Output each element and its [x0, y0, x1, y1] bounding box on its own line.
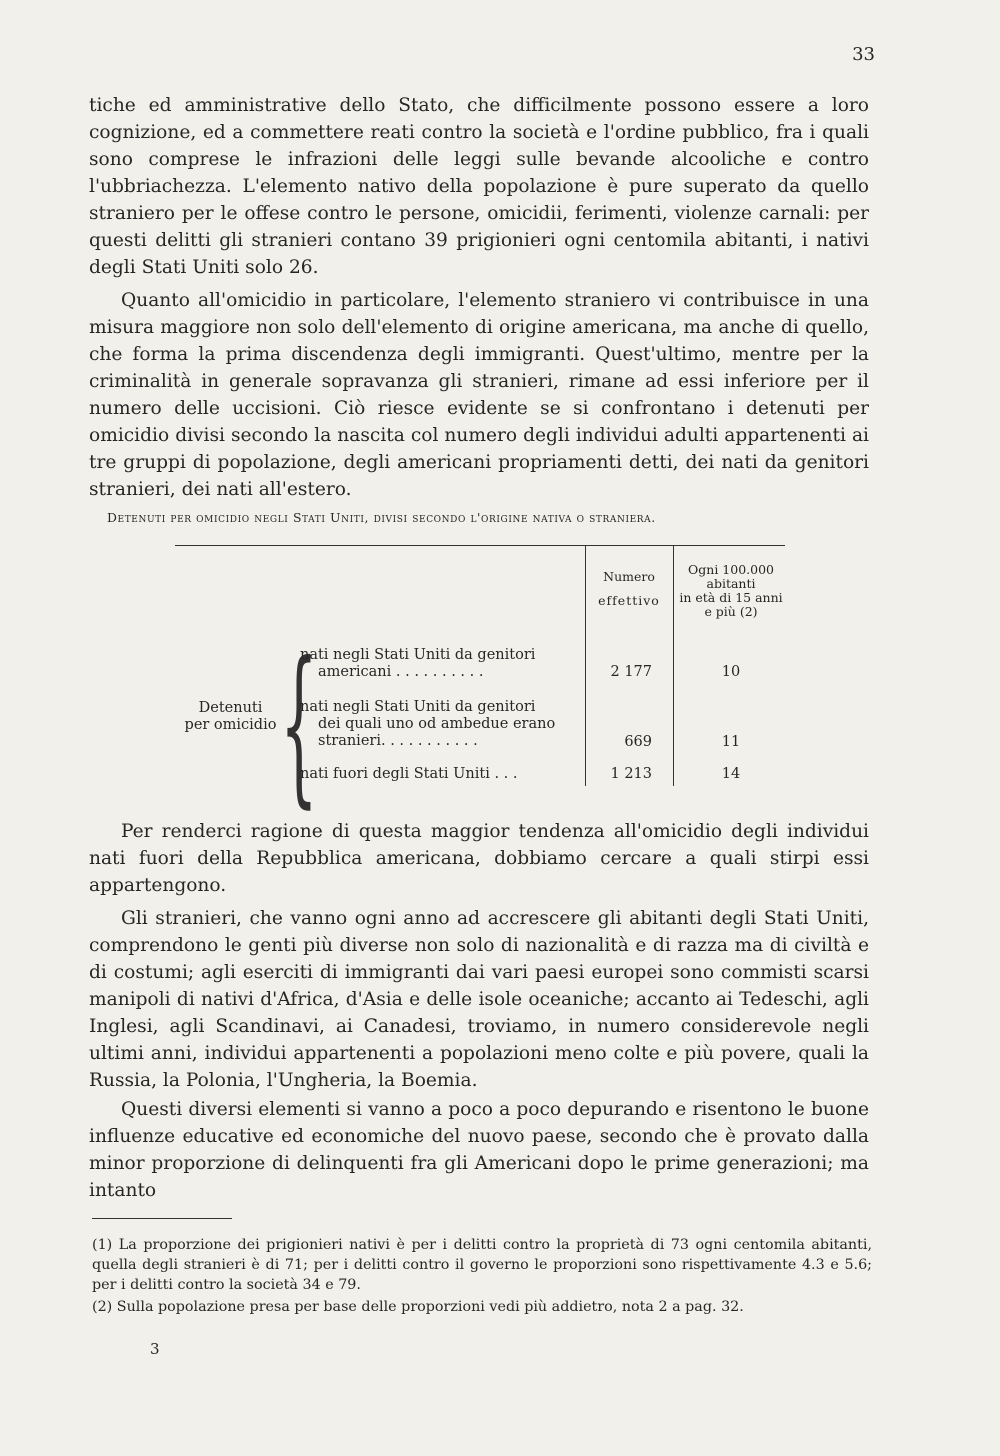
row-2-numero: 669 [624, 734, 652, 750]
row-3-label: nati fuori degli Stati Uniti . . . [300, 766, 518, 782]
column-divider-1 [585, 546, 586, 786]
paragraph-4: Gli stranieri, che vanno ogni anno ad accrescere gli abitanti degli Stati Uniti, comprendono le genti più diverse non solo di nazionalità e di razza ma di civiltà e di costumi; agli eserciti di immigranti dai vari paesi europei sono commisti scarsi manipoli di nativi d'Africa, d'Asia e delle isole oceaniche; accanto ai Tedeschi, agli Inglesi, agli Scandinavi, ai Canadesi, troviamo, in numero considerevole negli ultimi anni, individui appartenenti a popolazioni meno colte e più povere, quali la Russia, la Polonia, l'Ungheria, la Boemia. [89, 908, 869, 1091]
row-2-label: nati negli Stati Uniti da genitori dei quali uno od ambedue erano stranieri. . . . . . . . . . . [300, 699, 556, 749]
row-3-numero: 1 213 [610, 766, 652, 782]
paragraph-1: tiche ed amministrative dello Stato, che difficilmente possono essere a loro cognizione, ed a commettere reati contro la società e l'ordine pubblico, fra i quali sono comprese le infrazioni delle leggi sulle bevande alcooliche e contro l'ubbriachezza. L'elemento nativo della popolazione è pure superato da quello straniero per le offese contro le persone, omicidii, ferimenti, violenze carnali: per questi delitti gli stranieri contano 39 prigionieri ogni centomila abitanti, i nativi degli Stati Uniti solo 26. [89, 95, 869, 278]
signature-mark: 3 [150, 1340, 160, 1358]
group-brace: { [280, 626, 318, 824]
page-number: 33 [852, 44, 875, 65]
header-ogni: Ogni 100.000 abitanti in età di 15 anni e più (2) [679, 562, 783, 619]
row-3-ogni: 14 [721, 766, 741, 782]
column-divider-2 [673, 546, 674, 786]
row-1-numero: 2 177 [610, 664, 652, 680]
row-1-ogni: 10 [721, 664, 741, 680]
row-2-ogni: 11 [721, 734, 741, 750]
header-numero: Numero effettivo [598, 569, 660, 608]
paragraph-3: Per renderci ragione di questa maggior tendenza all'omicidio degli individui nati fuori della Repubblica americana, dobbiamo cercare a quali stirpi essi appartengono. [89, 821, 869, 896]
footnote-1: (1) La proporzione dei prigionieri nativi è per i delitti contro la proprietà di 73 ogni centomila abitanti, quella degli stranieri è di 71; per i delitti contro il governo le proporzioni sono rispettivamente 4.3 e 5.6; per i delitti contro la società 34 e 79. [92, 1237, 872, 1293]
paragraph-5: Questi diversi elementi si vanno a poco a poco depurando e risentono le buone influenze educative ed economiche del nuovo paese, secondo che è provato dalla minor proporzione di delinquenti fra gli Americani dopo le prime generazioni; ma intanto [89, 1099, 869, 1201]
footnote-2: (2) Sulla popolazione presa per base delle proporzioni vedi più addietro, nota 2 a pag. 32. [92, 1299, 744, 1315]
table-top-rule [175, 545, 785, 546]
table-title: Detenuti per omicidio negli Stati Uniti, divisi secondo l'origine nativa o straniera. [107, 510, 656, 525]
row-1-label: nati negli Stati Uniti da genitori americani . . . . . . . . . . [300, 647, 536, 680]
paragraph-2: Quanto all'omicidio in particolare, l'elemento straniero vi contribuisce in una misura maggiore non solo dell'elemento di origine americana, ma anche di quello, che forma la prima discendenza degli immigranti. Quest'ultimo, mentre per la criminalità in generale sopravanza gli stranieri, rimane ad essi inferiore per il numero delle uccisioni. Ciò riesce evidente se si confrontano i detenuti per omicidio divisi secondo la nascita col numero degli individui adulti appartenenti ai tre gruppi di popolazione, degli americani propriamenti detti, dei nati da genitori stranieri, dei nati all'estero. [89, 290, 869, 500]
group-label: Detenuti per omicidio [184, 700, 277, 733]
footnote-divider [92, 1218, 232, 1219]
